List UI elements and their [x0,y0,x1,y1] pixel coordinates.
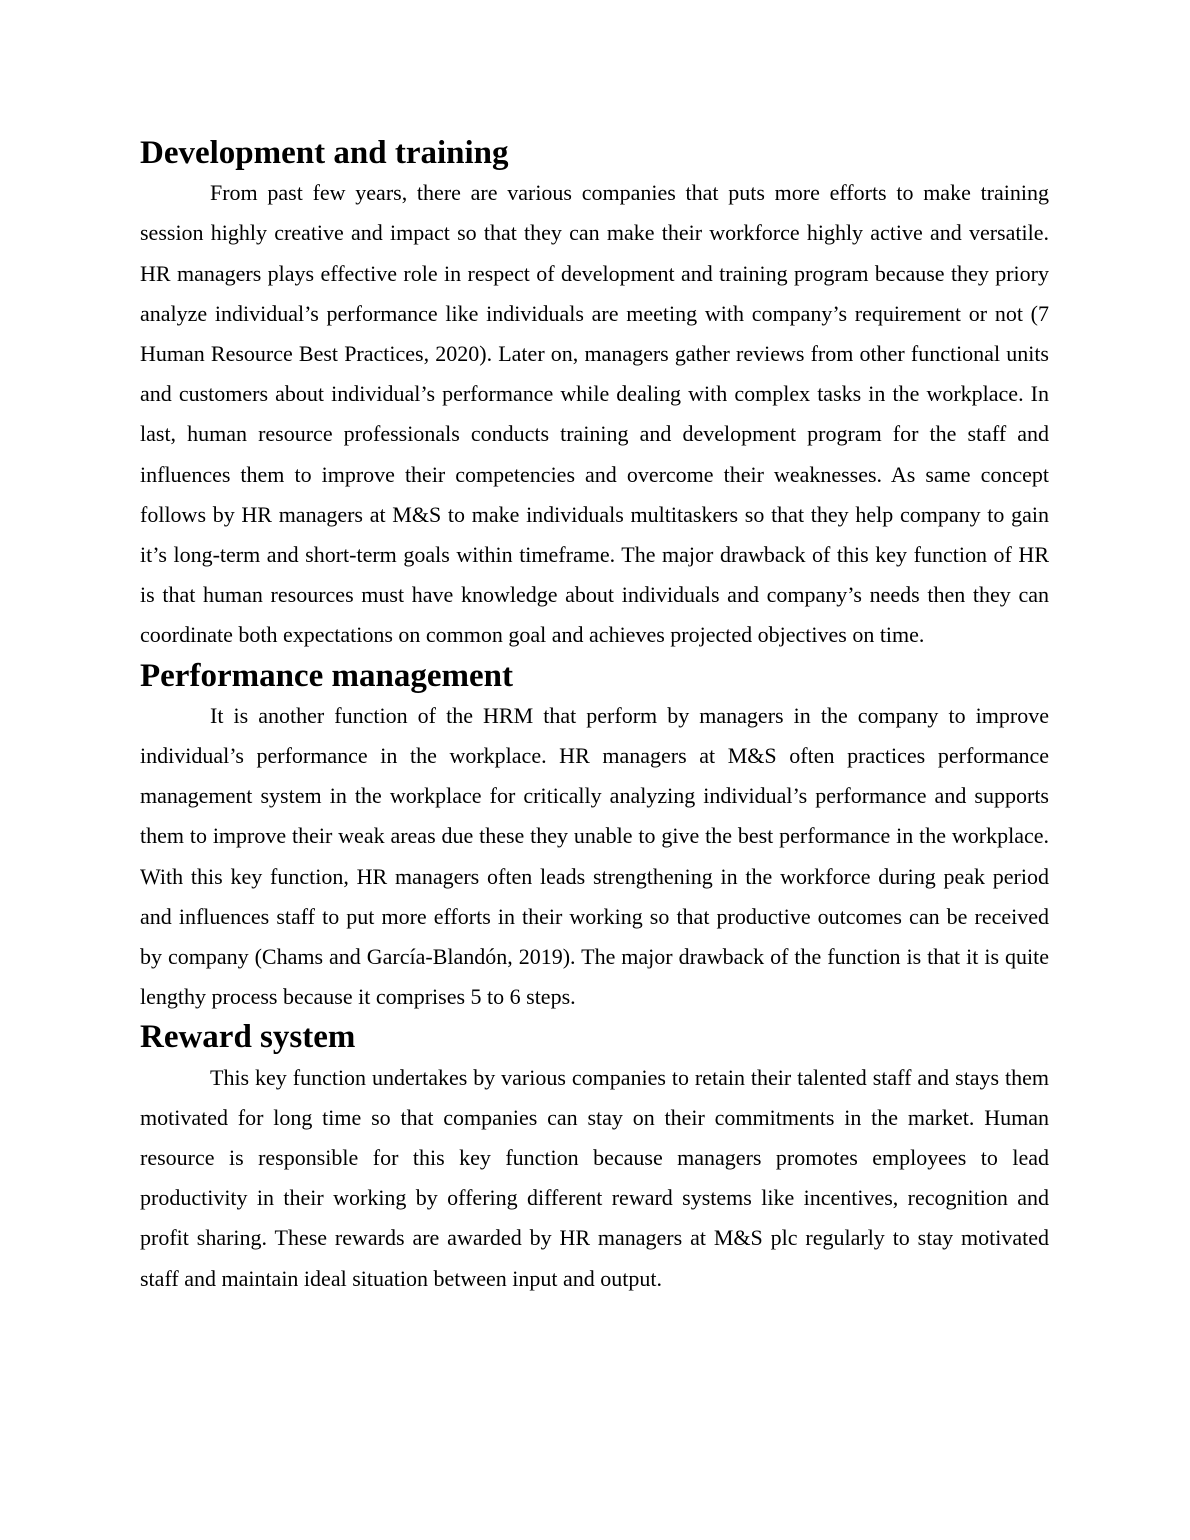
section-development-and-training [140,133,1049,656]
section-paragraph: This key function undertakes by various companies to retain their talented staff and stays them motivated for long time so that companies can stay on their commitments in the market. Human resource is responsible for this key function because managers promotes employees to lead productivity in their working by offering different reward systems like incentives, recognition and profit sharing. These rewards are awarded by HR managers at M&S plc regularly to stay motivated staff and maintain ideal situation between input and output. [140,1064,1049,1291]
section-paragraph: From past few years, there are various companies that puts more efforts to make training session highly creative and impact so that they can make their workforce highly active and versatile. HR managers plays effective role in respect of development and training program because they priory analyze individual’s performance like individuals are meeting with company’s requirement or not (7 Human Resource Best Practices, 2020). Later on, managers gather reviews from other functional units and customers about individual’s performance while dealing with complex tasks in the workplace. In last, human resource professionals conducts training and development program for the staff and influences them to improve their competencies and overcome their weaknesses. As same concept follows by HR managers at M&S to make individuals multitaskers so that they help company to gain it’s long-term and short-term goals within timeframe. The major drawback of this key function of HR is that human resources must have knowledge about individuals and company’s needs then they can coordinate both expectations on common goal and achieves projected objectives on time. [140,180,1049,648]
section-performance-management [140,656,1049,1018]
section-reward-system [140,1017,1049,1298]
section-heading: Performance management [140,657,513,694]
document-page [140,133,1049,1299]
section-paragraph: It is another function of the HRM that perform by managers in the company to improve individual’s performance in the workplace. HR managers at M&S often practices performance management system in the workplace for critically analyzing individual’s performance and supports them to improve their weak areas due these they unable to give the best performance in the workplace. With this key function, HR managers often leads strengthening in the workforce during peak period and influences staff to put more efforts in their working so that productive outcomes can be received by company (Chams and García-Blandón, 2019). The major drawback of the function is that it is quite lengthy process because it comprises 5 to 6 steps. [140,702,1049,1010]
section-heading: Development and training [140,135,509,171]
section-heading: Reward system [140,1019,356,1056]
